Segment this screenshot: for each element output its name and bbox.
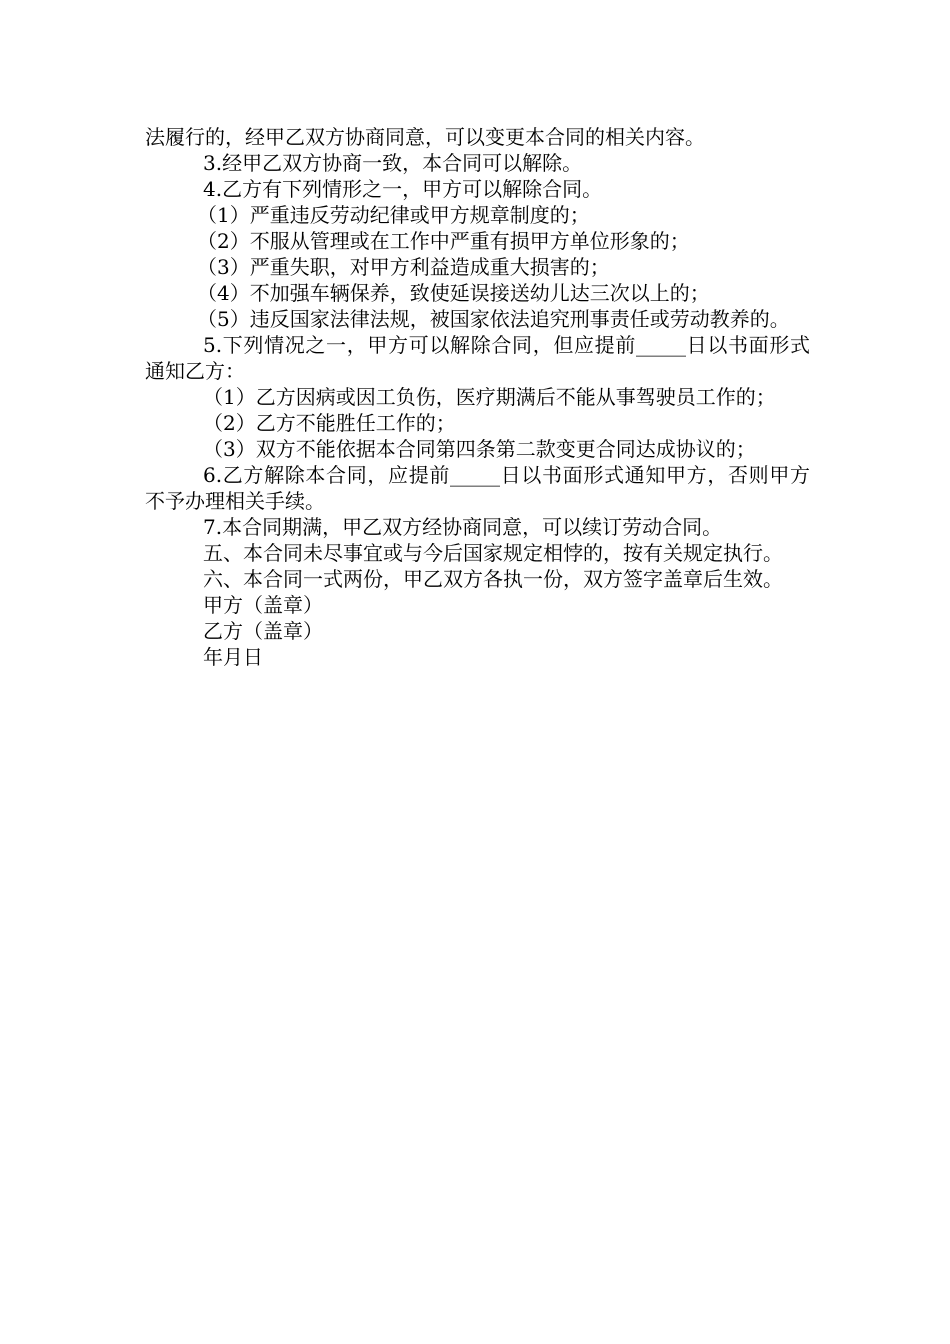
clause-5-item-1: （1）乙方因病或因工负伤，医疗期满后不能从事驾驶员工作的； [203,385,776,409]
clause-4-item-1: （1）严重违反劳动纪律或甲方规章制度的； [197,203,590,227]
clause-4-item-5: （5）违反国家法律法规，被国家依法追究刑事责任或劳动教养的。 [197,307,790,331]
clause-7: 7.本合同期满，甲乙双方经协商同意，可以续订劳动合同。 [203,515,723,539]
paragraph-continuation: 法履行的，经甲乙双方协商同意，可以变更本合同的相关内容。 [145,125,705,149]
clause-4: 4.乙方有下列情形之一，甲方可以解除合同。 [203,177,603,201]
clause-5: 5.下列情况之一，甲方可以解除合同，但应提前_____日以书面形式通知乙方： [145,333,810,383]
contract-body [145,124,810,670]
clause-5-item-3: （3）双方不能依据本合同第四条第二款变更合同达成协议的； [203,437,756,461]
clause-4-item-2: （2）不服从管理或在工作中严重有损甲方单位形象的； [197,229,690,253]
signature-date: 年月日 [203,645,263,669]
clause-4-item-4: （4）不加强车辆保养，致使延误接送幼儿达三次以上的； [197,281,710,305]
clause-6: 6.乙方解除本合同，应提前_____日以书面形式通知甲方，否则甲方不予办理相关手续。 [145,463,810,513]
signature-party-b: 乙方（盖章） [203,619,323,643]
clause-5-item-2: （2）乙方不能胜任工作的； [203,411,456,435]
article-5: 五、本合同未尽事宜或与今后国家规定相悖的，按有关规定执行。 [203,541,783,565]
signature-party-a: 甲方（盖章） [203,593,323,617]
article-6: 六、本合同一式两份，甲乙双方各执一份，双方签字盖章后生效。 [203,567,783,591]
clause-4-item-3: （3）严重失职，对甲方利益造成重大损害的； [197,255,610,279]
clause-3: 3.经甲乙双方协商一致，本合同可以解除。 [203,151,583,175]
